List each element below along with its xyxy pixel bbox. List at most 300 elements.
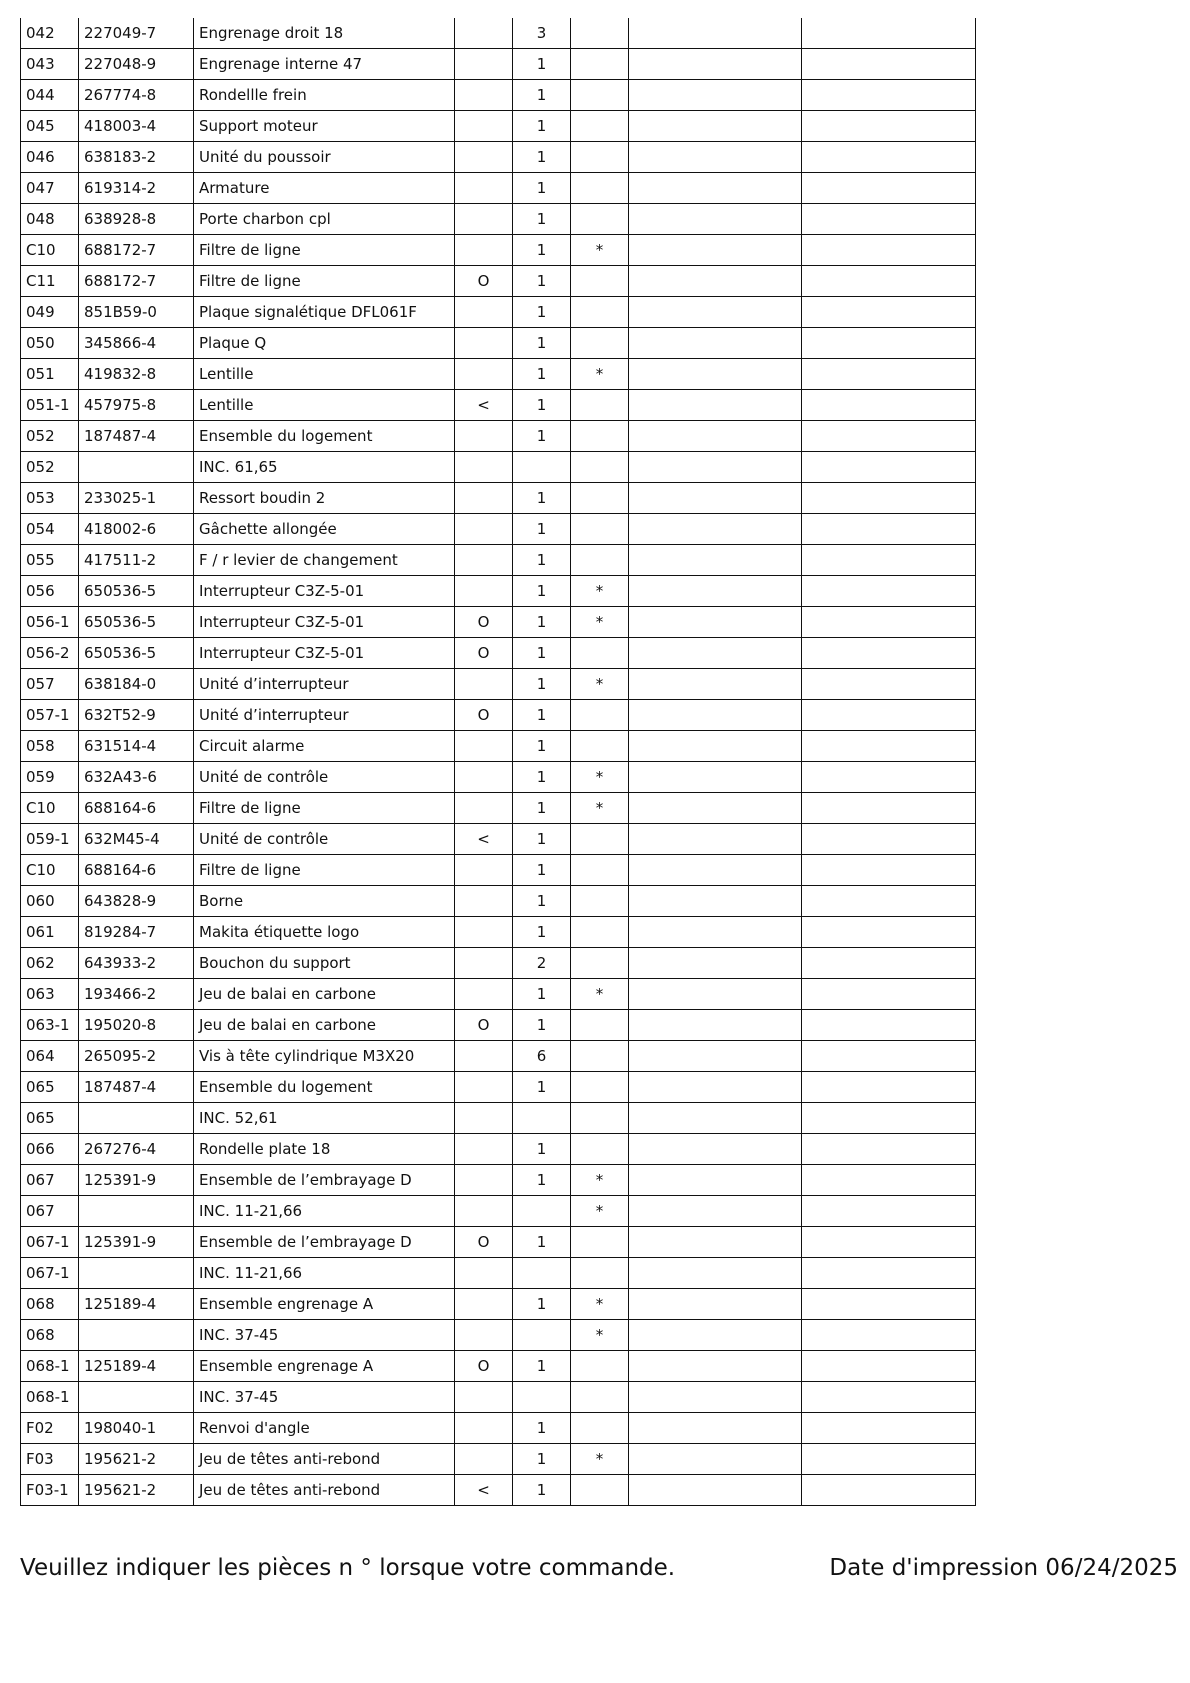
part-number-cell: 688164-6 — [79, 855, 194, 886]
note-cell — [455, 948, 513, 979]
quantity-cell: 1 — [513, 328, 571, 359]
description-cell: Plaque signalétique DFL061F — [194, 297, 455, 328]
table-row — [21, 793, 976, 824]
blank-cell — [629, 173, 802, 204]
mark-cell: * — [571, 1289, 629, 1320]
quantity-cell — [513, 1320, 571, 1351]
blank-cell — [629, 1072, 802, 1103]
description-cell: Ensemble engrenage A — [194, 1351, 455, 1382]
blank-cell — [629, 1165, 802, 1196]
table-row — [21, 855, 976, 886]
mark-cell — [571, 1382, 629, 1413]
quantity-cell: 1 — [513, 700, 571, 731]
note-cell: O — [455, 1010, 513, 1041]
quantity-cell: 1 — [513, 824, 571, 855]
description-cell: Jeu de balai en carbone — [194, 1010, 455, 1041]
mark-cell — [571, 824, 629, 855]
description-cell: Rondelle plate 18 — [194, 1134, 455, 1165]
note-cell — [455, 855, 513, 886]
part-number-cell: 650536-5 — [79, 576, 194, 607]
item-number-cell: C10 — [21, 235, 79, 266]
blank-cell — [629, 1041, 802, 1072]
description-cell: Filtre de ligne — [194, 266, 455, 297]
item-number-cell: 048 — [21, 204, 79, 235]
mark-cell — [571, 204, 629, 235]
quantity-cell: 1 — [513, 173, 571, 204]
blank-cell — [802, 1413, 976, 1444]
item-number-cell: 067-1 — [21, 1227, 79, 1258]
description-cell: Jeu de têtes anti-rebond — [194, 1475, 455, 1506]
description-cell: Rondellle frein — [194, 80, 455, 111]
description-cell: Plaque Q — [194, 328, 455, 359]
quantity-cell: 1 — [513, 793, 571, 824]
quantity-cell: 1 — [513, 917, 571, 948]
part-number-cell: 125189-4 — [79, 1351, 194, 1382]
mark-cell — [571, 483, 629, 514]
blank-cell — [629, 700, 802, 731]
blank-cell — [802, 142, 976, 173]
note-cell — [455, 1134, 513, 1165]
mark-cell — [571, 1351, 629, 1382]
note-cell — [455, 576, 513, 607]
blank-cell — [629, 390, 802, 421]
mark-cell — [571, 1227, 629, 1258]
quantity-cell: 1 — [513, 421, 571, 452]
description-cell: Jeu de têtes anti-rebond — [194, 1444, 455, 1475]
note-cell — [455, 917, 513, 948]
table-row — [21, 483, 976, 514]
quantity-cell: 1 — [513, 762, 571, 793]
note-cell — [455, 1041, 513, 1072]
blank-cell — [802, 917, 976, 948]
table-row — [21, 948, 976, 979]
description-cell: Gâchette allongée — [194, 514, 455, 545]
mark-cell: * — [571, 1444, 629, 1475]
blank-cell — [802, 266, 976, 297]
table-row — [21, 204, 976, 235]
quantity-cell: 1 — [513, 111, 571, 142]
quantity-cell — [513, 1382, 571, 1413]
description-cell: Support moteur — [194, 111, 455, 142]
blank-cell — [629, 1196, 802, 1227]
blank-cell — [629, 1103, 802, 1134]
quantity-cell: 1 — [513, 483, 571, 514]
note-cell: O — [455, 607, 513, 638]
blank-cell — [802, 328, 976, 359]
blank-cell — [802, 390, 976, 421]
description-cell: Porte charbon cpl — [194, 204, 455, 235]
part-number-cell: 688172-7 — [79, 266, 194, 297]
item-number-cell: 051 — [21, 359, 79, 390]
mark-cell: * — [571, 576, 629, 607]
part-number-cell: 195621-2 — [79, 1475, 194, 1506]
mark-cell: * — [571, 1320, 629, 1351]
table-row — [21, 576, 976, 607]
blank-cell — [629, 18, 802, 49]
table-row — [21, 607, 976, 638]
note-cell — [455, 80, 513, 111]
note-cell: O — [455, 700, 513, 731]
blank-cell — [629, 576, 802, 607]
item-number-cell: 067 — [21, 1165, 79, 1196]
blank-cell — [802, 204, 976, 235]
quantity-cell: 2 — [513, 948, 571, 979]
blank-cell — [629, 49, 802, 80]
blank-cell — [802, 1444, 976, 1475]
blank-cell — [802, 824, 976, 855]
blank-cell — [629, 793, 802, 824]
table-row — [21, 1103, 976, 1134]
blank-cell — [629, 669, 802, 700]
table-row — [21, 1165, 976, 1196]
quantity-cell: 1 — [513, 638, 571, 669]
part-number-cell: 650536-5 — [79, 638, 194, 669]
table-row — [21, 452, 976, 483]
blank-cell — [802, 80, 976, 111]
part-number-cell: 688164-6 — [79, 793, 194, 824]
blank-cell — [802, 855, 976, 886]
mark-cell — [571, 1010, 629, 1041]
quantity-cell — [513, 1103, 571, 1134]
item-number-cell: 056 — [21, 576, 79, 607]
description-cell: Unité de contrôle — [194, 824, 455, 855]
quantity-cell: 1 — [513, 669, 571, 700]
note-cell — [455, 793, 513, 824]
note-cell — [455, 731, 513, 762]
blank-cell — [802, 576, 976, 607]
part-number-cell: 233025-1 — [79, 483, 194, 514]
quantity-cell: 1 — [513, 80, 571, 111]
blank-cell — [629, 1351, 802, 1382]
blank-cell — [629, 1320, 802, 1351]
mark-cell: * — [571, 607, 629, 638]
item-number-cell: 068 — [21, 1289, 79, 1320]
item-number-cell: 044 — [21, 80, 79, 111]
blank-cell — [802, 359, 976, 390]
blank-cell — [629, 297, 802, 328]
note-cell — [455, 49, 513, 80]
table-row — [21, 1444, 976, 1475]
description-cell: Ensemble de l’embrayage D — [194, 1165, 455, 1196]
item-number-cell: 052 — [21, 452, 79, 483]
item-number-cell: C10 — [21, 855, 79, 886]
blank-cell — [629, 638, 802, 669]
mark-cell — [571, 1103, 629, 1134]
item-number-cell: F02 — [21, 1413, 79, 1444]
part-number-cell: 619314-2 — [79, 173, 194, 204]
mark-cell — [571, 855, 629, 886]
table-row — [21, 49, 976, 80]
blank-cell — [802, 607, 976, 638]
mark-cell: * — [571, 235, 629, 266]
blank-cell — [802, 793, 976, 824]
blank-cell — [629, 142, 802, 173]
note-cell — [455, 1413, 513, 1444]
quantity-cell: 1 — [513, 390, 571, 421]
note-cell — [455, 669, 513, 700]
blank-cell — [802, 1258, 976, 1289]
part-number-cell — [79, 1382, 194, 1413]
part-number-cell: 650536-5 — [79, 607, 194, 638]
part-number-cell: 631514-4 — [79, 731, 194, 762]
quantity-cell: 1 — [513, 1413, 571, 1444]
description-cell: Filtre de ligne — [194, 855, 455, 886]
quantity-cell: 1 — [513, 204, 571, 235]
quantity-cell: 1 — [513, 1227, 571, 1258]
description-cell: INC. 61,65 — [194, 452, 455, 483]
note-cell: O — [455, 638, 513, 669]
part-number-cell: 638928-8 — [79, 204, 194, 235]
mark-cell — [571, 731, 629, 762]
note-cell — [455, 235, 513, 266]
quantity-cell: 1 — [513, 142, 571, 173]
table-row — [21, 762, 976, 793]
item-number-cell: 057-1 — [21, 700, 79, 731]
table-row — [21, 173, 976, 204]
description-cell: Circuit alarme — [194, 731, 455, 762]
table-row — [21, 1258, 976, 1289]
description-cell: Ensemble engrenage A — [194, 1289, 455, 1320]
quantity-cell: 1 — [513, 1475, 571, 1506]
blank-cell — [802, 514, 976, 545]
blank-cell — [802, 1072, 976, 1103]
quantity-cell: 3 — [513, 18, 571, 49]
note-cell — [455, 328, 513, 359]
note-cell — [455, 1103, 513, 1134]
table-row — [21, 390, 976, 421]
description-cell: Makita étiquette logo — [194, 917, 455, 948]
part-number-cell: 457975-8 — [79, 390, 194, 421]
blank-cell — [802, 1320, 976, 1351]
part-number-cell: 227048-9 — [79, 49, 194, 80]
part-number-cell: 227049-7 — [79, 18, 194, 49]
quantity-cell: 1 — [513, 576, 571, 607]
note-cell: < — [455, 824, 513, 855]
note-cell — [455, 111, 513, 142]
description-cell: Renvoi d'angle — [194, 1413, 455, 1444]
item-number-cell: 067 — [21, 1196, 79, 1227]
note-cell — [455, 421, 513, 452]
blank-cell — [629, 824, 802, 855]
item-number-cell: C11 — [21, 266, 79, 297]
blank-cell — [629, 204, 802, 235]
table-row — [21, 514, 976, 545]
blank-cell — [629, 855, 802, 886]
description-cell: Unité d’interrupteur — [194, 700, 455, 731]
part-number-cell: 267276-4 — [79, 1134, 194, 1165]
part-number-cell: 419832-8 — [79, 359, 194, 390]
description-cell: INC. 37-45 — [194, 1382, 455, 1413]
blank-cell — [802, 18, 976, 49]
mark-cell — [571, 1041, 629, 1072]
item-number-cell: 053 — [21, 483, 79, 514]
blank-cell — [802, 173, 976, 204]
note-cell — [455, 142, 513, 173]
item-number-cell: 049 — [21, 297, 79, 328]
note-cell — [455, 886, 513, 917]
blank-cell — [802, 1351, 976, 1382]
table-row — [21, 18, 976, 49]
table-row — [21, 1320, 976, 1351]
item-number-cell: 063-1 — [21, 1010, 79, 1041]
blank-cell — [629, 1413, 802, 1444]
item-number-cell: 067-1 — [21, 1258, 79, 1289]
table-row — [21, 700, 976, 731]
note-cell — [455, 359, 513, 390]
part-number-cell: 632M45-4 — [79, 824, 194, 855]
mark-cell: * — [571, 762, 629, 793]
blank-cell — [629, 917, 802, 948]
note-cell — [455, 452, 513, 483]
part-number-cell: 632T52-9 — [79, 700, 194, 731]
part-number-cell: 851B59-0 — [79, 297, 194, 328]
blank-cell — [802, 1382, 976, 1413]
item-number-cell: 068-1 — [21, 1382, 79, 1413]
blank-cell — [802, 948, 976, 979]
quantity-cell: 1 — [513, 359, 571, 390]
part-number-cell: 198040-1 — [79, 1413, 194, 1444]
note-cell — [455, 483, 513, 514]
blank-cell — [802, 1475, 976, 1506]
description-cell: Ensemble du logement — [194, 1072, 455, 1103]
mark-cell — [571, 917, 629, 948]
blank-cell — [629, 235, 802, 266]
item-number-cell: 062 — [21, 948, 79, 979]
table-row — [21, 731, 976, 762]
blank-cell — [629, 483, 802, 514]
table-row — [21, 886, 976, 917]
table-row — [21, 638, 976, 669]
blank-cell — [629, 328, 802, 359]
quantity-cell — [513, 1258, 571, 1289]
description-cell: Ensemble du logement — [194, 421, 455, 452]
description-cell: Jeu de balai en carbone — [194, 979, 455, 1010]
quantity-cell: 1 — [513, 1351, 571, 1382]
blank-cell — [802, 1165, 976, 1196]
description-cell: Unité d’interrupteur — [194, 669, 455, 700]
part-number-cell — [79, 1320, 194, 1351]
item-number-cell: 068 — [21, 1320, 79, 1351]
item-number-cell: 051-1 — [21, 390, 79, 421]
quantity-cell: 1 — [513, 266, 571, 297]
quantity-cell: 1 — [513, 1165, 571, 1196]
part-number-cell: 195621-2 — [79, 1444, 194, 1475]
part-number-cell: 417511-2 — [79, 545, 194, 576]
table-row — [21, 917, 976, 948]
description-cell: INC. 11-21,66 — [194, 1258, 455, 1289]
blank-cell — [629, 1382, 802, 1413]
blank-cell — [629, 1227, 802, 1258]
description-cell: INC. 52,61 — [194, 1103, 455, 1134]
item-number-cell: 060 — [21, 886, 79, 917]
description-cell: Interrupteur C3Z-5-01 — [194, 607, 455, 638]
note-cell — [455, 18, 513, 49]
note-cell — [455, 545, 513, 576]
blank-cell — [802, 421, 976, 452]
mark-cell: * — [571, 669, 629, 700]
description-cell: F / r levier de changement — [194, 545, 455, 576]
part-number-cell — [79, 1196, 194, 1227]
part-number-cell: 418002-6 — [79, 514, 194, 545]
quantity-cell: 1 — [513, 297, 571, 328]
mark-cell — [571, 638, 629, 669]
part-number-cell: 267774-8 — [79, 80, 194, 111]
part-number-cell: 345866-4 — [79, 328, 194, 359]
table-row — [21, 1351, 976, 1382]
table-row — [21, 266, 976, 297]
note-cell: O — [455, 1227, 513, 1258]
item-number-cell: F03 — [21, 1444, 79, 1475]
part-number-cell: 638184-0 — [79, 669, 194, 700]
description-cell: Bouchon du support — [194, 948, 455, 979]
part-number-cell: 638183-2 — [79, 142, 194, 173]
description-cell: Vis à tête cylindrique M3X20 — [194, 1041, 455, 1072]
blank-cell — [802, 1041, 976, 1072]
table-row — [21, 359, 976, 390]
note-cell — [455, 1258, 513, 1289]
part-number-cell: 688172-7 — [79, 235, 194, 266]
blank-cell — [802, 1103, 976, 1134]
blank-cell — [802, 638, 976, 669]
table-row — [21, 669, 976, 700]
blank-cell — [802, 111, 976, 142]
table-row — [21, 979, 976, 1010]
mark-cell — [571, 49, 629, 80]
description-cell: Filtre de ligne — [194, 235, 455, 266]
part-number-cell: 187487-4 — [79, 421, 194, 452]
mark-cell — [571, 452, 629, 483]
blank-cell — [802, 700, 976, 731]
mark-cell — [571, 111, 629, 142]
item-number-cell: 059 — [21, 762, 79, 793]
mark-cell — [571, 1134, 629, 1165]
item-number-cell: 065 — [21, 1072, 79, 1103]
item-number-cell: 058 — [21, 731, 79, 762]
item-number-cell: F03-1 — [21, 1475, 79, 1506]
note-cell — [455, 173, 513, 204]
blank-cell — [802, 1010, 976, 1041]
note-cell — [455, 1320, 513, 1351]
quantity-cell: 1 — [513, 1444, 571, 1475]
item-number-cell: 047 — [21, 173, 79, 204]
table-row — [21, 111, 976, 142]
description-cell: Interrupteur C3Z-5-01 — [194, 576, 455, 607]
blank-cell — [802, 297, 976, 328]
blank-cell — [629, 948, 802, 979]
description-cell: Borne — [194, 886, 455, 917]
part-number-cell: 632A43-6 — [79, 762, 194, 793]
table-row — [21, 1227, 976, 1258]
mark-cell — [571, 266, 629, 297]
note-cell — [455, 1196, 513, 1227]
blank-cell — [629, 1010, 802, 1041]
mark-cell: * — [571, 359, 629, 390]
mark-cell — [571, 1072, 629, 1103]
table-row — [21, 297, 976, 328]
note-cell — [455, 514, 513, 545]
blank-cell — [802, 979, 976, 1010]
quantity-cell: 6 — [513, 1041, 571, 1072]
quantity-cell: 1 — [513, 1072, 571, 1103]
print-date: Date d'impression 06/24/2025 — [829, 1555, 1178, 1581]
mark-cell: * — [571, 793, 629, 824]
description-cell: Unité de contrôle — [194, 762, 455, 793]
mark-cell — [571, 886, 629, 917]
blank-cell — [802, 49, 976, 80]
description-cell: Lentille — [194, 359, 455, 390]
blank-cell — [802, 762, 976, 793]
note-cell — [455, 979, 513, 1010]
